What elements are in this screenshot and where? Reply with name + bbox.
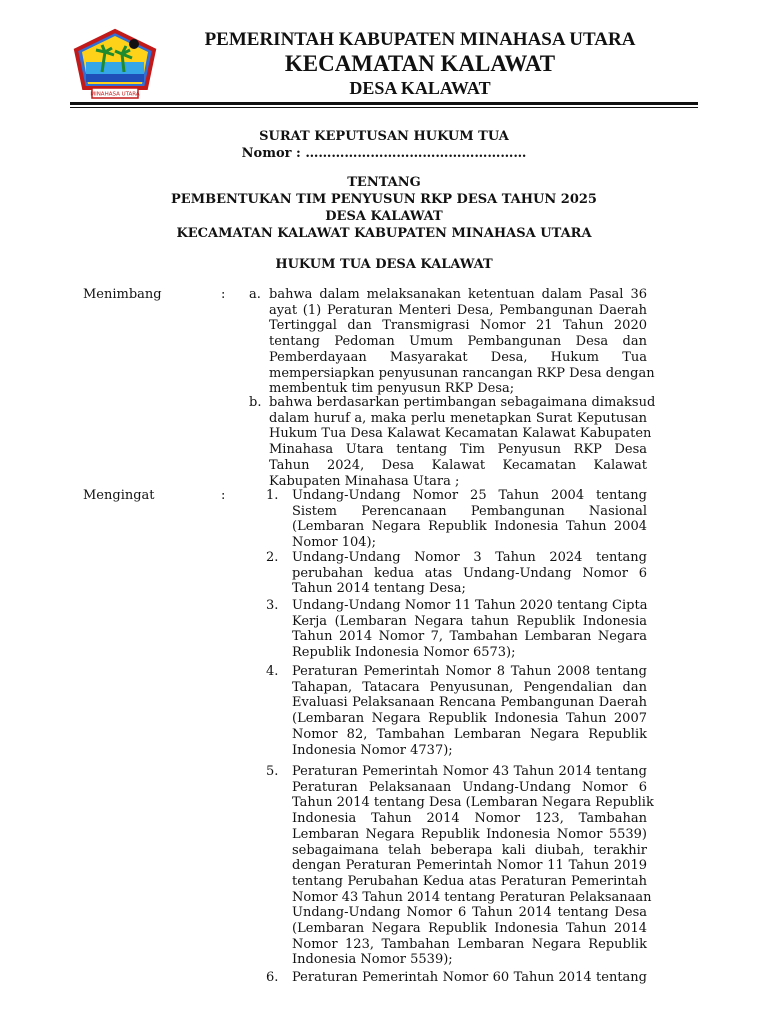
mengingat-colon: :	[221, 488, 226, 503]
item-text-line: dengan Peraturan Pemerintah Nomor 11 Tahun 2019	[292, 858, 647, 874]
item-marker: 5.	[266, 764, 279, 779]
subject-line-1: PEMBENTUKAN TIM PENYUSUN RKP DESA TAHUN 2025	[171, 192, 597, 207]
item-marker: 1.	[266, 488, 279, 503]
item-text-line: mempersiapkan penyusunan rancangan RKP Desa dengan	[269, 365, 655, 381]
item-text-line: Nomor 43 Tahun 2014 tentang Peraturan Pelaksanaan	[292, 889, 652, 905]
decree-title: SURAT KEPUTUSAN HUKUM TUA	[259, 129, 509, 144]
item-text-line: Nomor 104);	[292, 535, 376, 551]
item-text-line: Tahun 2014 tentang Desa;	[292, 581, 466, 597]
item-text-line: (Lembaran Negara Republik Indonesia Tahun 2014	[292, 921, 647, 937]
item-text-line: Republik Indonesia Nomor 6573);	[292, 645, 516, 661]
item-text-line: Evaluasi Pelaksanaan Rencana Pembangunan Daerah	[292, 695, 647, 711]
item-text-line: (Lembaran Negara Republik Indonesia Tahun 2007	[292, 711, 647, 727]
item-marker: b.	[249, 395, 262, 410]
letterhead-government: PEMERINTAH KABUPATEN MINAHASA UTARA	[204, 29, 636, 50]
about-heading: TENTANG	[347, 175, 421, 190]
item-text-line: membentuk tim penyusun RKP Desa;	[269, 381, 515, 397]
item-text-line: dalam huruf a, maka perlu menetapkan Surat Keputusan	[269, 410, 647, 426]
mengingat-label: Mengingat	[83, 488, 155, 503]
item-text-line: Tertinggal dan Transmigrasi Nomor 21 Tahun 2020	[269, 318, 647, 334]
item-text-line: Nomor 82, Tambahan Lembaran Negara Republik	[292, 726, 647, 742]
item-text-line: Tahun 2014 tentang Desa (Lembaran Negara Republik	[292, 795, 654, 811]
item-text-line: Sistem Perencanaan Pembangunan Nasional	[292, 503, 647, 519]
item-text-line: sebagaimana telah beberapa kali diubah, terakhir	[292, 842, 647, 858]
subject-line-3: KECAMATAN KALAWAT KABUPATEN MINAHASA UTARA	[176, 226, 592, 241]
item-text-line: Peraturan Pelaksanaan Undang-Undang Nomor 6	[292, 779, 647, 795]
item-text-line: Indonesia Nomor 4737);	[292, 742, 453, 758]
item-text-line: Tahun 2024, Desa Kalawat Kecamatan Kalawat	[269, 457, 647, 473]
item-marker: 6.	[266, 970, 279, 985]
logo-banner: MINAHASA UTARA	[90, 91, 140, 98]
item-marker: 4.	[266, 664, 279, 679]
item-text-line: Tahun 2014 Nomor 7, Tambahan Lembaran Negara	[292, 629, 647, 645]
item-text-line: Undang-Undang Nomor 6 Tahun 2014 tentang Desa	[292, 905, 647, 921]
letterhead-rule-thin	[70, 107, 698, 108]
item-text-line: Hukum Tua Desa Kalawat Kecamatan Kalawat Kabupaten	[269, 426, 652, 442]
item-text-line: ayat (1) Peraturan Menteri Desa, Pembangunan Daerah	[269, 302, 647, 318]
item-text-line: Peraturan Pemerintah Nomor 8 Tahun 2008 tentang	[292, 664, 647, 679]
item-text-line: Nomor 123, Tambahan Lembaran Negara Republik	[292, 936, 647, 952]
menimbang-colon: :	[221, 287, 226, 302]
item-text-line: Lembaran Negara Republik Indonesia Nomor 5539)	[292, 826, 647, 842]
item-text-line: tentang Perubahan Kedua atas Peraturan Pemerintah	[292, 873, 647, 889]
letterhead-district: KECAMATAN KALAWAT	[284, 51, 556, 76]
item-text-line: perubahan kedua atas Undang-Undang Nomor 6	[292, 565, 647, 581]
item-marker: a.	[249, 287, 261, 302]
item-text-line: Pemberdayaan Masyarakat Desa, Hukum Tua	[269, 349, 647, 365]
item-text-line: (Lembaran Negara Republik Indonesia Tahun 2004	[292, 519, 647, 535]
menimbang-label: Menimbang	[83, 287, 162, 302]
item-text-line: Peraturan Pemerintah Nomor 60 Tahun 2014 tentang	[292, 970, 647, 985]
item-text-line: Indonesia Tahun 2014 Nomor 123, Tambahan	[292, 811, 647, 827]
item-text-line: Undang-Undang Nomor 25 Tahun 2004 tentang	[292, 488, 647, 503]
item-marker: 2.	[266, 550, 279, 565]
item-text-line: bahwa dalam melaksanakan ketentuan dalam Pasal 36	[269, 287, 647, 302]
item-marker: 3.	[266, 598, 279, 613]
item-text-line: Undang-Undang Nomor 11 Tahun 2020 tentang Cipta	[292, 598, 648, 613]
item-text-line: Indonesia Nomor 5539);	[292, 952, 453, 968]
decree-number: Nomor : ……………………………………………	[241, 146, 527, 161]
letterhead-rule-thick	[70, 102, 698, 105]
item-text-line: tentang Pedoman Umum Pembangunan Desa dan	[269, 334, 647, 350]
item-text-line: bahwa berdasarkan pertimbangan sebagaimana dimaksud	[269, 395, 656, 410]
item-text-line: Undang-Undang Nomor 3 Tahun 2024 tentang	[292, 550, 647, 565]
subject-line-2: DESA KALAWAT	[325, 209, 443, 224]
item-text-line: Minahasa Utara tentang Tim Penyusun RKP Desa	[269, 442, 647, 458]
item-text-line: Tahapan, Tatacara Penyusunan, Pengendalian dan	[292, 679, 647, 695]
authority-heading: HUKUM TUA DESA KALAWAT	[275, 257, 493, 272]
item-text-line: Kerja (Lembaran Negara tahun Republik Indonesia	[292, 613, 647, 629]
item-text-line: Peraturan Pemerintah Nomor 43 Tahun 2014 tentang	[292, 764, 647, 779]
regency-logo	[72, 28, 158, 104]
letterhead-village: DESA KALAWAT	[349, 78, 491, 98]
item-text-line: Kabupaten Minahasa Utara ;	[269, 473, 460, 489]
